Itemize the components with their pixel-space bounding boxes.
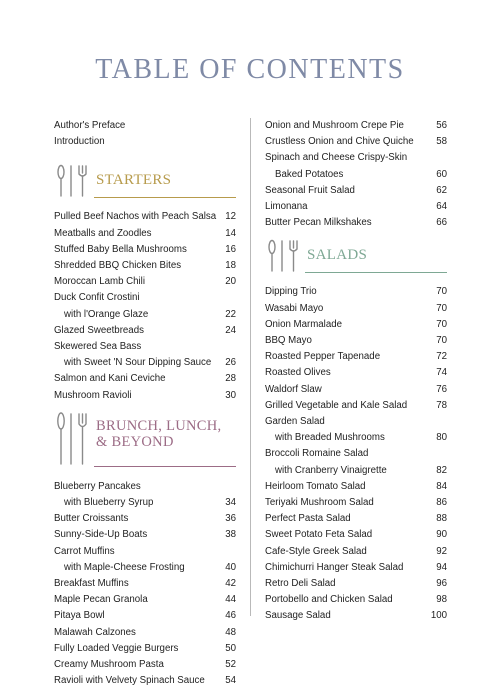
entry-title: Onion and Mushroom Crepe Pie [265,120,404,131]
section-starters [54,163,236,199]
cutlery-icon [265,238,301,274]
entry-title: Blueberry Pancakes [54,480,141,492]
page-number: 86 [436,497,447,509]
page-number: 26 [225,357,236,369]
toc-entry [265,365,447,381]
toc-entry [265,183,447,199]
entry-title: Carrot Muffins [54,545,115,557]
entry-title: Mushroom Ravioli [54,389,132,401]
entry-title: Introduction [54,136,105,148]
entry-title: Moroccan Lamb Chili [54,276,145,288]
entry-title: Cafe-Style Greek Salad [265,545,367,557]
toc-entry [54,592,236,608]
toc-entry [54,339,236,371]
entry-title: Sunny-Side-Up Boats [54,529,148,541]
page-number: 38 [225,529,236,541]
starters-list [54,209,236,403]
toc-entry [54,479,236,511]
page-number: 58 [436,136,447,148]
entry-title: Butter Pecan Milkshakes [265,217,372,229]
toc-entry [265,414,447,446]
page-number: 70 [436,286,447,298]
entry-title: Waldorf Slaw [265,383,322,395]
page-number: 70 [436,335,447,347]
toc-entry [54,242,236,258]
toc-entry [265,284,447,300]
entry-title: Limonana [265,201,308,213]
entry-title: Pitaya Bowl [54,610,105,622]
brunch-continued-list [265,118,447,231]
toc-entry [54,118,236,134]
entry-subtitle: with Cranberry Vinaigrette [275,464,387,476]
toc-entry [265,215,447,231]
toc-entry [54,388,236,404]
toc-entry [54,371,236,387]
cutlery-icon [54,163,90,199]
toc-entry [54,511,236,527]
entry-title: Fully Loaded Veggie Burgers [54,642,179,654]
page-number: 52 [225,659,236,671]
toc-entry [265,544,447,560]
entry-subtitle: with Sweet 'N Sour Dipping Sauce [64,357,212,369]
toc-entry [265,150,447,182]
page-number: 92 [436,545,447,557]
entry-title: Ravioli with Velvety Spinach Sauce [54,675,205,687]
page-number: 42 [225,578,236,590]
column-divider [250,118,251,616]
page-number: 16 [225,243,236,255]
page-title: TABLE OF CONTENTS [95,54,405,85]
page-number: 12 [225,211,236,223]
toc-entry [265,527,447,543]
toc-entry [265,511,447,527]
entry-subtitle: with Breaded Mushrooms [275,432,385,444]
toc-entry [54,527,236,543]
entry-title: Onion Marmalade [265,318,342,330]
entry-title: Wasabi Mayo [265,302,324,314]
left-column [54,118,236,689]
page-number: 94 [436,561,447,573]
toc-entry [265,301,447,317]
entry-title: Seasonal Fruit Salad [265,184,355,196]
page-number: 34 [225,497,236,509]
toc-entry [265,134,447,150]
page-number: 90 [436,529,447,541]
section-heading-brunch [96,418,221,450]
toc-entry [54,258,236,274]
entry-title: Chimichurri Hanger Steak Salad [265,561,404,573]
brunch-list [54,479,236,689]
toc-entry [265,333,447,349]
salads-list [265,284,447,624]
entry-title: Meatballs and Zoodles [54,227,152,239]
page-number: 48 [225,626,236,638]
toc-entry [265,560,447,576]
section-heading-starters: STARTERS [96,172,172,189]
toc-entry [54,226,236,242]
section-brunch [54,411,236,469]
toc-entry [54,657,236,673]
page-number: 100 [430,610,447,622]
entry-subtitle: Baked Potatoes [275,168,344,180]
entry-title: Stuffed Baby Bella Mushrooms [54,243,187,255]
page-number: 20 [225,276,236,288]
page-number: 70 [436,302,447,314]
entry-title: Salmon and Kani Ceviche [54,373,166,385]
entry-title: Grilled Vegetable and Kale Salad [265,399,408,411]
page-number: 80 [436,432,447,444]
entry-title: Maple Pecan Granola [54,594,148,606]
toc-entry [54,290,236,322]
toc-entry [265,118,447,134]
page-number: 82 [436,464,447,476]
toc-entry [54,544,236,576]
page-number: 96 [436,578,447,590]
toc-entry [265,317,447,333]
entry-title: Roasted Olives [265,367,331,379]
page-number: 72 [436,351,447,363]
page-number: 18 [225,260,236,272]
entry-title: Teriyaki Mushroom Salad [265,497,374,509]
toc-entry [54,641,236,657]
page-number: 40 [225,561,236,573]
toc-entry [265,608,447,624]
page-number: 36 [225,513,236,525]
section-heading-salads: SALADS [307,247,368,264]
entry-subtitle: with l'Orange Glaze [64,308,149,320]
page-number: 50 [225,642,236,654]
entry-title: Perfect Pasta Salad [265,513,351,525]
page-number: 46 [225,610,236,622]
right-column [265,118,447,625]
page-number: 60 [436,168,447,180]
front-matter-list [54,118,236,150]
entry-title: Garden Salad [265,416,325,428]
entry-title: Author's Preface [54,120,126,131]
entry-title: Sausage Salad [265,610,331,622]
page-number: 44 [225,594,236,606]
section-salads [265,238,447,274]
page-number: 14 [225,227,236,239]
page-number: 84 [436,480,447,492]
page-number: 76 [436,383,447,395]
entry-title: Retro Deli Salad [265,578,336,590]
toc-entry [54,209,236,225]
section-heading-brunch-line1: BRUNCH, LUNCH, [96,417,222,434]
toc-entry [265,479,447,495]
toc-entry [265,495,447,511]
entry-title: Breakfast Muffins [54,578,129,590]
toc-entry [54,625,236,641]
page-number: 88 [436,513,447,525]
toc-entry [265,349,447,365]
page-number: 78 [436,399,447,411]
toc-entry [265,382,447,398]
page-number: 22 [225,308,236,320]
entry-title: Shredded BBQ Chicken Bites [54,260,182,272]
entry-title: Roasted Pepper Tapenade [265,351,381,363]
toc-entry [54,608,236,624]
entry-title: Crustless Onion and Chive Quiche [265,136,414,148]
page-number: 28 [225,373,236,385]
page-number: 70 [436,318,447,330]
toc-entry [54,274,236,290]
entry-title: Sweet Potato Feta Salad [265,529,373,541]
toc-entry [265,592,447,608]
entry-title: Pulled Beef Nachos with Peach Salsa [54,211,217,223]
page-number: 30 [225,389,236,401]
page-number: 56 [436,120,447,131]
cutlery-icon [54,411,90,467]
entry-title: Portobello and Chicken Salad [265,594,393,606]
section-rule [305,272,447,273]
page-number: 98 [436,594,447,606]
entry-title: Duck Confit Crostini [54,292,140,304]
page-number: 74 [436,367,447,379]
toc-entry [265,576,447,592]
entry-title: Creamy Mushroom Pasta [54,659,164,671]
page-number: 64 [436,201,447,213]
section-rule [94,466,236,467]
section-rule [94,197,236,198]
entry-title: Heirloom Tomato Salad [265,480,366,492]
entry-title: Malawah Calzones [54,626,136,638]
entry-title: Broccoli Romaine Salad [265,448,369,460]
toc-entry [54,576,236,592]
entry-title: Glazed Sweetbreads [54,324,144,336]
page-number: 54 [225,675,236,687]
toc-entry [54,673,236,689]
page-number: 66 [436,217,447,229]
page-number: 24 [225,324,236,336]
entry-title: Spinach and Cheese Crispy-Skin [265,152,408,164]
entry-subtitle: with Blueberry Syrup [64,497,154,509]
entry-subtitle: with Maple-Cheese Frosting [64,561,185,573]
entry-title: BBQ Mayo [265,335,312,347]
toc-entry [54,323,236,339]
toc-entry [265,446,447,478]
toc-entry [265,199,447,215]
entry-title: Butter Croissants [54,513,129,525]
entry-title: Dipping Trio [265,286,317,298]
toc-entry [54,134,236,150]
toc-entry [265,398,447,414]
page-number: 62 [436,184,447,196]
entry-title: Skewered Sea Bass [54,341,142,353]
section-heading-brunch-line2: & BEYOND [96,433,174,450]
